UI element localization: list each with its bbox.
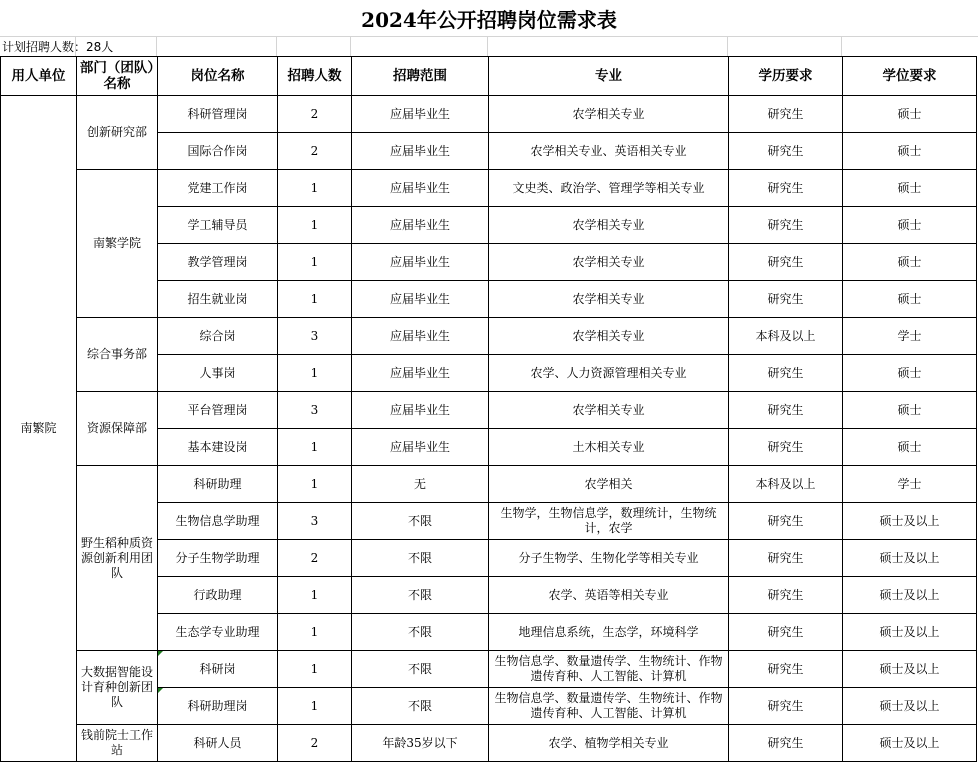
post-cell: 平台管理岗 bbox=[158, 392, 278, 429]
count-cell: 1 bbox=[278, 688, 352, 725]
department-cell: 综合事务部 bbox=[77, 318, 158, 392]
post-cell: 科研助理 bbox=[158, 466, 278, 503]
scope-cell: 无 bbox=[352, 466, 489, 503]
edu-cell: 研究生 bbox=[729, 614, 843, 651]
count-cell: 1 bbox=[278, 466, 352, 503]
unit-cell: 南繁院 bbox=[1, 96, 77, 762]
post-cell: 综合岗 bbox=[158, 318, 278, 355]
scope-cell: 应届毕业生 bbox=[352, 355, 489, 392]
grid-line bbox=[276, 36, 277, 56]
scope-cell: 应届毕业生 bbox=[352, 244, 489, 281]
major-cell: 农学相关专业 bbox=[489, 96, 729, 133]
degree-cell: 硕士及以上 bbox=[843, 577, 977, 614]
grid-line bbox=[350, 36, 351, 56]
degree-cell: 硕士 bbox=[843, 207, 977, 244]
header-cell: 招聘人数 bbox=[278, 57, 352, 96]
header-row bbox=[1, 57, 977, 96]
department-cell: 资源保障部 bbox=[77, 392, 158, 466]
scope-cell: 应届毕业生 bbox=[352, 318, 489, 355]
grid-line bbox=[156, 36, 157, 56]
post-cell: 党建工作岗 bbox=[158, 170, 278, 207]
table-row bbox=[1, 392, 977, 429]
degree-cell: 硕士及以上 bbox=[843, 503, 977, 540]
header-cell: 招聘范围 bbox=[352, 57, 489, 96]
header-cell: 部门（团队）名称 bbox=[77, 57, 158, 96]
department-cell: 大数据智能设计育种创新团队 bbox=[77, 651, 158, 725]
scope-cell: 不限 bbox=[352, 688, 489, 725]
edu-cell: 研究生 bbox=[729, 244, 843, 281]
count-cell: 1 bbox=[278, 207, 352, 244]
job-table bbox=[0, 56, 977, 762]
degree-cell: 硕士及以上 bbox=[843, 651, 977, 688]
scope-cell: 应届毕业生 bbox=[352, 392, 489, 429]
major-cell: 分子生物学、生物化学等相关专业 bbox=[489, 540, 729, 577]
count-cell: 1 bbox=[278, 281, 352, 318]
post-cell: 人事岗 bbox=[158, 355, 278, 392]
count-cell: 2 bbox=[278, 133, 352, 170]
degree-cell: 硕士 bbox=[843, 170, 977, 207]
scope-cell: 不限 bbox=[352, 651, 489, 688]
edu-cell: 研究生 bbox=[729, 170, 843, 207]
degree-cell: 硕士 bbox=[843, 392, 977, 429]
degree-cell: 硕士 bbox=[843, 355, 977, 392]
department-cell: 野生稻种质资源创新利用团队 bbox=[77, 466, 158, 651]
scope-cell: 应届毕业生 bbox=[352, 133, 489, 170]
edu-cell: 研究生 bbox=[729, 133, 843, 170]
count-cell: 1 bbox=[278, 429, 352, 466]
scope-cell: 应届毕业生 bbox=[352, 96, 489, 133]
count-cell: 3 bbox=[278, 503, 352, 540]
grid-line bbox=[487, 36, 488, 56]
major-cell: 农学、英语等相关专业 bbox=[489, 577, 729, 614]
degree-cell: 学士 bbox=[843, 318, 977, 355]
comment-indicator-icon bbox=[158, 651, 163, 656]
degree-cell: 硕士及以上 bbox=[843, 614, 977, 651]
edu-cell: 本科及以上 bbox=[729, 318, 843, 355]
scope-cell: 应届毕业生 bbox=[352, 207, 489, 244]
post-cell: 招生就业岗 bbox=[158, 281, 278, 318]
department-cell: 南繁学院 bbox=[77, 170, 158, 318]
major-cell: 土木相关专业 bbox=[489, 429, 729, 466]
scope-cell: 不限 bbox=[352, 503, 489, 540]
post-text: 科研岗 bbox=[199, 661, 236, 676]
edu-cell: 研究生 bbox=[729, 725, 843, 762]
post-cell: 生态学专业助理 bbox=[158, 614, 278, 651]
edu-cell: 研究生 bbox=[729, 96, 843, 133]
post-cell: 国际合作岗 bbox=[158, 133, 278, 170]
major-cell: 农学相关专业 bbox=[489, 392, 729, 429]
department-cell: 钱前院士工作站 bbox=[77, 725, 158, 762]
comment-indicator-icon bbox=[158, 688, 163, 693]
edu-cell: 研究生 bbox=[729, 429, 843, 466]
scope-cell: 不限 bbox=[352, 577, 489, 614]
post-cell: 生物信息学助理 bbox=[158, 503, 278, 540]
count-cell: 2 bbox=[278, 540, 352, 577]
post-cell: 科研人员 bbox=[158, 725, 278, 762]
scope-cell: 应届毕业生 bbox=[352, 170, 489, 207]
major-cell: 生物学，生物信息学，数理统计，生物统计，农学 bbox=[489, 503, 729, 540]
edu-cell: 研究生 bbox=[729, 207, 843, 244]
degree-cell: 硕士及以上 bbox=[843, 688, 977, 725]
plan-count: 计划招聘人数：28人 bbox=[2, 39, 114, 54]
post-cell bbox=[158, 688, 278, 725]
degree-cell: 硕士及以上 bbox=[843, 725, 977, 762]
scope-cell: 年龄35岁以下 bbox=[352, 725, 489, 762]
scope-cell: 应届毕业生 bbox=[352, 281, 489, 318]
count-cell: 2 bbox=[278, 725, 352, 762]
major-cell: 地理信息系统，生态学，环境科学 bbox=[489, 614, 729, 651]
major-cell: 农学相关 bbox=[489, 466, 729, 503]
degree-cell: 学士 bbox=[843, 466, 977, 503]
table-row bbox=[1, 725, 977, 762]
edu-cell: 研究生 bbox=[729, 281, 843, 318]
post-cell: 分子生物学助理 bbox=[158, 540, 278, 577]
major-cell: 农学、植物学相关专业 bbox=[489, 725, 729, 762]
degree-cell: 硕士 bbox=[843, 96, 977, 133]
post-cell: 科研管理岗 bbox=[158, 96, 278, 133]
edu-cell: 研究生 bbox=[729, 651, 843, 688]
header-cell: 学位要求 bbox=[843, 57, 977, 96]
header-cell: 岗位名称 bbox=[158, 57, 278, 96]
header-cell: 用人单位 bbox=[1, 57, 77, 96]
grid-line bbox=[727, 36, 728, 56]
table-row bbox=[1, 318, 977, 355]
major-cell: 农学相关专业 bbox=[489, 244, 729, 281]
major-cell: 文史类、政治学、管理学等相关专业 bbox=[489, 170, 729, 207]
post-cell: 教学管理岗 bbox=[158, 244, 278, 281]
major-cell: 农学相关专业 bbox=[489, 318, 729, 355]
scope-cell: 不限 bbox=[352, 614, 489, 651]
edu-cell: 研究生 bbox=[729, 355, 843, 392]
department-cell: 创新研究部 bbox=[77, 96, 158, 170]
post-cell: 行政助理 bbox=[158, 577, 278, 614]
count-cell: 1 bbox=[278, 651, 352, 688]
table-row bbox=[1, 96, 977, 133]
grid-line bbox=[841, 36, 842, 56]
table-row bbox=[1, 651, 977, 688]
degree-cell: 硕士 bbox=[843, 133, 977, 170]
count-cell: 2 bbox=[278, 96, 352, 133]
edu-cell: 研究生 bbox=[729, 577, 843, 614]
edu-cell: 本科及以上 bbox=[729, 466, 843, 503]
scope-cell: 应届毕业生 bbox=[352, 429, 489, 466]
count-cell: 1 bbox=[278, 614, 352, 651]
degree-cell: 硕士 bbox=[843, 429, 977, 466]
count-cell: 1 bbox=[278, 577, 352, 614]
edu-cell: 研究生 bbox=[729, 540, 843, 577]
major-cell: 农学、人力资源管理相关专业 bbox=[489, 355, 729, 392]
header-cell: 专业 bbox=[489, 57, 729, 96]
count-cell: 1 bbox=[278, 355, 352, 392]
major-cell: 生物信息学、数量遗传学、生物统计、作物遗传育种、人工智能、计算机 bbox=[489, 651, 729, 688]
count-cell: 1 bbox=[278, 170, 352, 207]
degree-cell: 硕士 bbox=[843, 244, 977, 281]
degree-cell: 硕士 bbox=[843, 281, 977, 318]
table-row bbox=[1, 170, 977, 207]
grid-line bbox=[0, 36, 978, 37]
major-cell: 农学相关专业 bbox=[489, 281, 729, 318]
edu-cell: 研究生 bbox=[729, 503, 843, 540]
post-text: 科研助理岗 bbox=[187, 698, 248, 713]
count-cell: 3 bbox=[278, 318, 352, 355]
post-cell: 基本建设岗 bbox=[158, 429, 278, 466]
edu-cell: 研究生 bbox=[729, 392, 843, 429]
sheet-title: 2024年公开招聘岗位需求表 bbox=[361, 7, 617, 32]
header-cell: 学历要求 bbox=[729, 57, 843, 96]
major-cell: 农学相关专业、英语相关专业 bbox=[489, 133, 729, 170]
major-cell: 农学相关专业 bbox=[489, 207, 729, 244]
post-cell: 学工辅导员 bbox=[158, 207, 278, 244]
scope-cell: 不限 bbox=[352, 540, 489, 577]
degree-cell: 硕士及以上 bbox=[843, 540, 977, 577]
count-cell: 1 bbox=[278, 244, 352, 281]
table-row bbox=[1, 466, 977, 503]
post-cell bbox=[158, 651, 278, 688]
edu-cell: 研究生 bbox=[729, 688, 843, 725]
major-cell: 生物信息学、数量遗传学、生物统计、作物遗传育种、人工智能、计算机 bbox=[489, 688, 729, 725]
count-cell: 3 bbox=[278, 392, 352, 429]
